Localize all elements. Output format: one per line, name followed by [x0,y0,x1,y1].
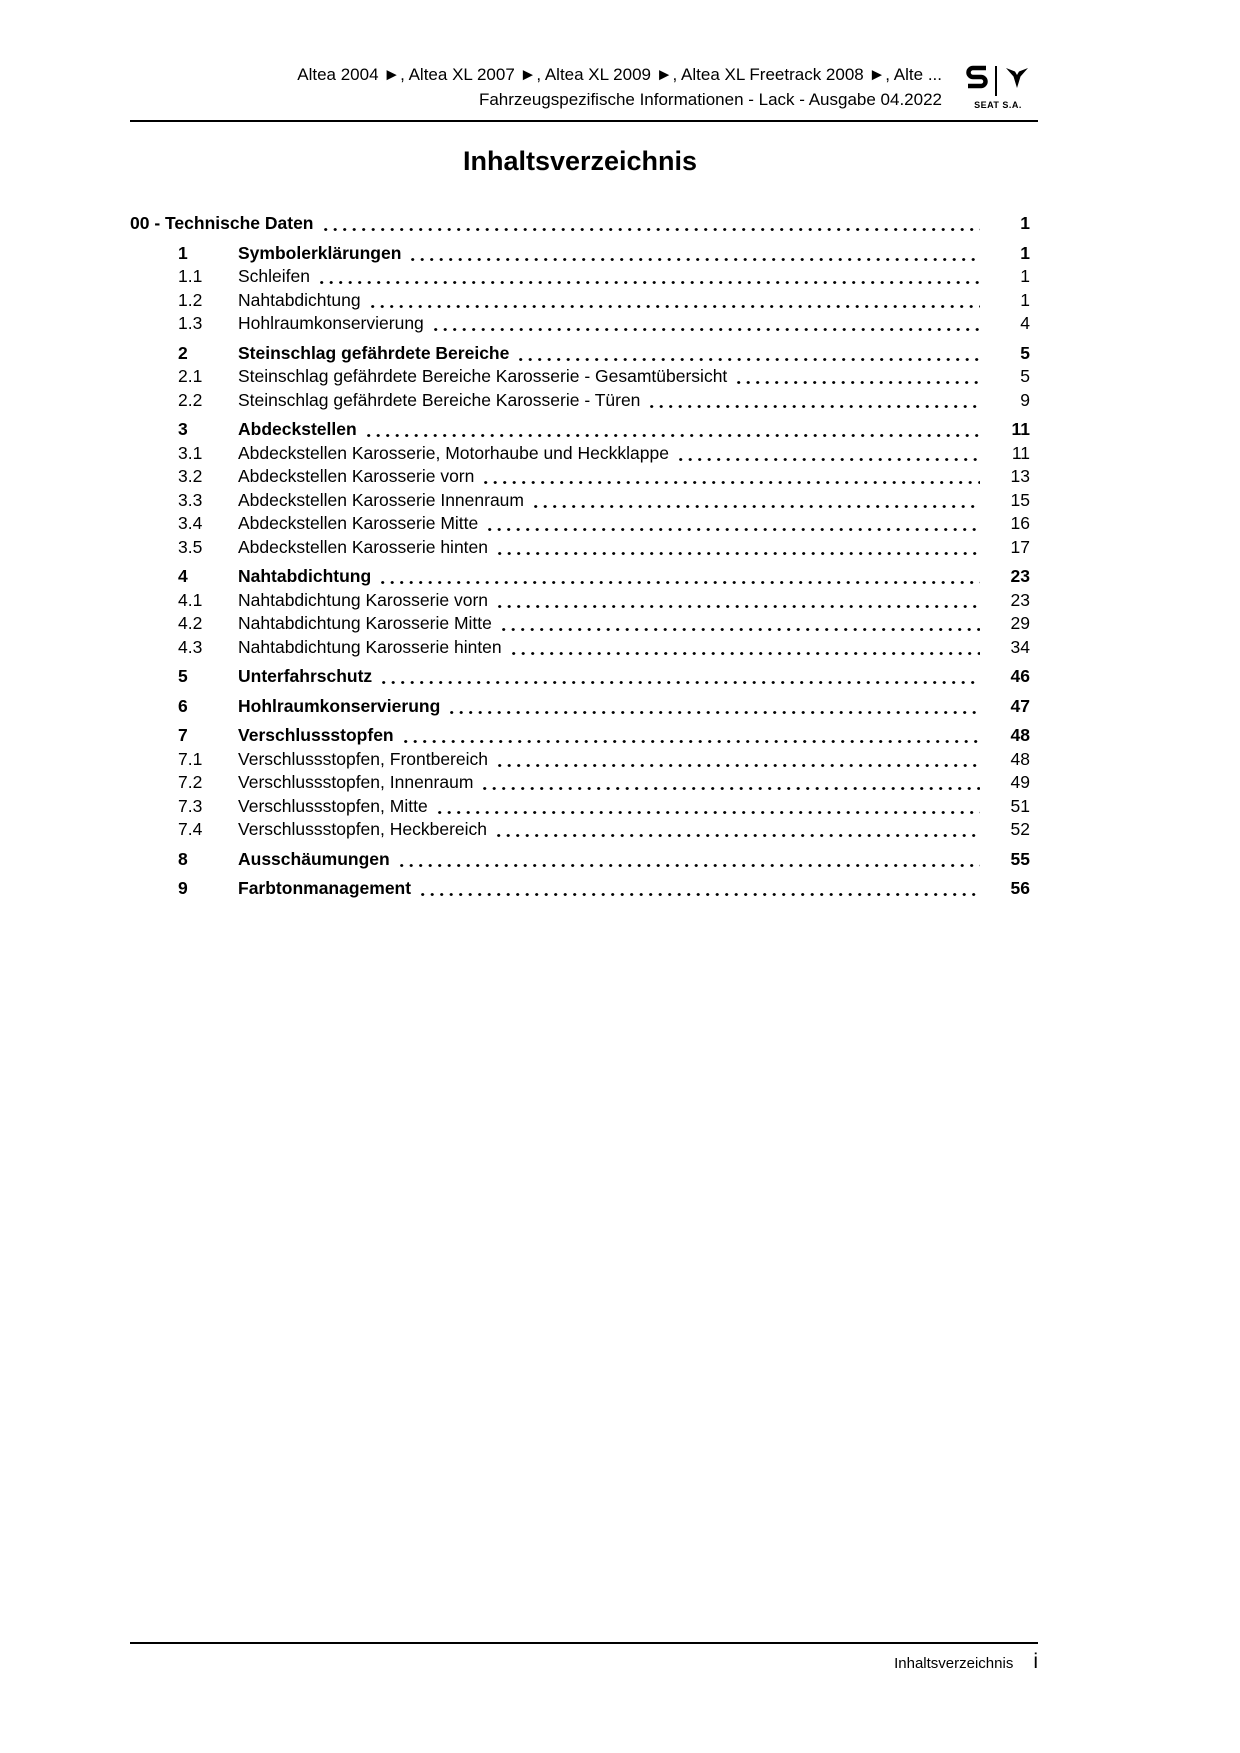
toc-dot-leader [519,358,980,361]
toc-entry-page-number: 48 [1010,725,1030,745]
toc-entry-page-number: 23 [1010,589,1030,610]
header-subtitle-line: Fahrzeugspezifische Informationen - Lack - Ausgabe 04.2022 [478,90,942,109]
toc-row [130,636,1030,660]
toc-entry-number: 4.1 [178,589,203,610]
toc-row [130,612,1030,636]
toc-entry-page-number: 23 [1010,566,1030,586]
header-rule [130,120,1038,122]
toc-entry-number: 6 [178,695,188,716]
toc-dot-leader [650,405,980,408]
toc-entry-label: Steinschlag gefährdete Bereiche Karosserie - Gesamtübersicht [238,366,728,386]
toc-entry-page-number: 51 [1010,795,1030,816]
toc-dot-leader [512,652,980,655]
toc-entry-page-number: 48 [1010,748,1030,769]
toc-dot-leader [320,281,980,284]
brand-logo-marks [966,64,1030,97]
toc-entry-number: 3.1 [178,442,203,463]
toc-row [130,265,1030,289]
toc-row [130,818,1030,842]
toc-entry-page-number: 46 [1010,666,1030,686]
toc-dot-leader [438,811,980,814]
toc-row [130,289,1030,313]
toc-row [130,442,1030,466]
toc-entry-number: 5 [178,666,188,686]
toc-dot-leader [498,764,980,767]
toc-list [130,212,1030,901]
toc-entry-label: Symbolerklärungen [238,242,402,263]
toc-entry-page-number: 56 [1010,878,1030,898]
toc-entry-page-number: 1 [1020,213,1030,233]
toc-entry-page-number: 9 [1020,389,1030,410]
toc-row [130,389,1030,413]
toc-entry-label: Nahtabdichtung Karosserie vorn [238,589,489,610]
toc-row [130,418,1030,442]
toc-entry-number: 3.3 [178,489,203,510]
toc-dot-leader [400,864,980,867]
toc-entry-number: 1.1 [178,266,203,286]
page-footer [130,1650,1038,1674]
toc-row [130,565,1030,589]
toc-entry-page-number: 47 [1010,695,1030,716]
toc-entry-page-number: 16 [1010,513,1030,533]
toc-row [130,695,1030,719]
toc-row [130,848,1030,872]
toc-row [130,536,1030,560]
toc-entry-label: Abdeckstellen Karosserie hinten [238,536,489,557]
toc-entry-label: Abdeckstellen Karosserie vorn [238,466,475,486]
toc-dot-leader [497,834,980,837]
toc-entry-number: 1 [178,242,188,263]
toc-entry-label: Abdeckstellen [238,419,357,439]
toc-entry-label: Verschlussstopfen, Heckbereich [238,819,488,839]
toc-entry-label: Steinschlag gefährdete Bereiche [238,342,510,363]
toc-row [130,365,1030,389]
toc-entry-page-number: 49 [1010,772,1030,792]
toc-dot-leader [382,681,980,684]
toc-entry-number: 1.2 [178,289,203,310]
toc-entry-page-number: 1 [1020,242,1030,263]
toc-entry-number: 8 [178,848,188,869]
toc-entry-number: 3.5 [178,536,203,557]
page-header [130,62,1038,112]
toc-entry-number: 2.2 [178,389,203,410]
footer-rule [130,1642,1038,1644]
toc-row [130,748,1030,772]
brand-logo [958,62,1038,110]
toc-entry-number: 3 [178,419,188,439]
toc-dot-leader [381,581,980,584]
toc-entry-label: Ausschäumungen [238,848,390,869]
toc-entry-number: 2 [178,342,188,363]
toc-entry-page-number: 5 [1020,366,1030,386]
toc-row [130,665,1030,689]
toc-row [130,877,1030,901]
toc-dot-leader [534,505,980,508]
toc-entry-number: 3.4 [178,513,203,533]
toc-entry-page-number: 11 [1011,442,1030,463]
toc-row [130,724,1030,748]
toc-dot-leader [484,481,980,484]
toc-dot-leader [421,893,980,896]
toc-row [130,212,1030,236]
toc-entry-label: Verschlussstopfen, Innenraum [238,772,474,792]
toc-entry-number: 7.4 [178,819,203,839]
toc-row [130,795,1030,819]
toc-row [130,589,1030,613]
toc-entry-number: 7.2 [178,772,203,792]
toc-dot-leader [324,228,981,231]
toc-entry-page-number: 15 [1010,489,1030,510]
toc-entry-page-number: 52 [1010,819,1030,839]
toc-dot-leader [679,458,980,461]
toc-entry-label: Nahtabdichtung [238,289,361,310]
toc-entry-page-number: 34 [1010,636,1030,657]
header-model-line: Altea 2004 ►, Altea XL 2007 ►, Altea XL 2009 ►, Altea XL Freetrack 2008 ►, Alte ... [297,65,942,84]
toc-dot-leader [411,258,980,261]
toc-entry-label: Steinschlag gefährdete Bereiche Karosserie - Türen [238,389,641,410]
toc-dot-leader [371,305,980,308]
toc-dot-leader [483,787,980,790]
page-title: Inhaltsverzeichnis [462,146,698,176]
toc-entry-page-number: 29 [1010,613,1030,633]
toc-entry-number: 2.1 [178,366,203,386]
toc-dot-leader [404,740,980,743]
toc-dot-leader [502,628,980,631]
toc-entry-label: Nahtabdichtung [238,566,372,586]
toc-dot-leader [434,328,980,331]
toc-row [130,312,1030,336]
toc-entry-number: 4.2 [178,613,203,633]
toc-entry-number: 7.1 [178,748,203,769]
toc-row [130,489,1030,513]
toc-entry-label: Verschlussstopfen [238,725,394,745]
toc-entry-label: Nahtabdichtung Karosserie hinten [238,636,502,657]
toc-entry-label: Abdeckstellen Karosserie Innenraum [238,489,524,510]
toc-entry-number: 1.3 [178,313,203,333]
toc-entry-number: 7 [178,725,188,745]
cupra-logo-icon [1004,65,1030,96]
toc-entry-number: 3.2 [178,466,203,486]
toc-row [130,242,1030,266]
toc-entry-label: Verschlussstopfen, Frontbereich [238,748,488,769]
toc-entry-number: 4.3 [178,636,203,657]
footer-section-label: Inhaltsverzeichnis [894,1655,1014,1672]
header-text [130,62,958,112]
logo-divider [995,66,997,96]
toc-row [130,771,1030,795]
toc-dot-leader [737,381,980,384]
toc-row [130,512,1030,536]
seat-s-logo-icon [966,64,988,97]
toc-entry-label: Hohlraumkonservierung [238,695,441,716]
toc-row [130,465,1030,489]
toc-entry-label: Abdeckstellen Karosserie Mitte [238,513,479,533]
toc-dot-leader [450,711,980,714]
toc-entry-page-number: 13 [1010,466,1030,486]
logo-caption: SEAT S.A. [974,100,1022,110]
footer-page-number: i [1033,1650,1038,1673]
toc-entry-label: Abdeckstellen Karosserie, Motorhaube und Heckklappe [238,442,669,463]
toc-entry-label: Nahtabdichtung Karosserie Mitte [238,613,492,633]
toc-entry-page-number: 4 [1020,313,1030,333]
toc-entry-label: Hohlraumkonservierung [238,313,424,333]
toc-entry-label: Schleifen [238,266,310,286]
toc-entry-label: Verschlussstopfen, Mitte [238,795,428,816]
toc-entry-label: Farbtonmanagement [238,878,412,898]
toc-entry-label: 00 - Technische Daten [130,213,314,233]
toc-entry-page-number: 17 [1010,536,1030,557]
toc-dot-leader [367,434,980,437]
toc-entry-page-number: 1 [1020,266,1030,286]
toc-dot-leader [498,552,980,555]
toc-entry-number: 9 [178,878,188,898]
toc-entry-page-number: 5 [1020,342,1030,363]
toc-entry-label: Unterfahrschutz [238,666,373,686]
toc-dot-leader [488,528,980,531]
toc-dot-leader [498,605,980,608]
toc-row [130,342,1030,366]
toc-entry-number: 4 [178,566,188,586]
toc-entry-page-number: 11 [1011,419,1030,439]
toc-entry-page-number: 1 [1020,289,1030,310]
toc-entry-page-number: 55 [1010,848,1030,869]
toc-entry-number: 7.3 [178,795,203,816]
